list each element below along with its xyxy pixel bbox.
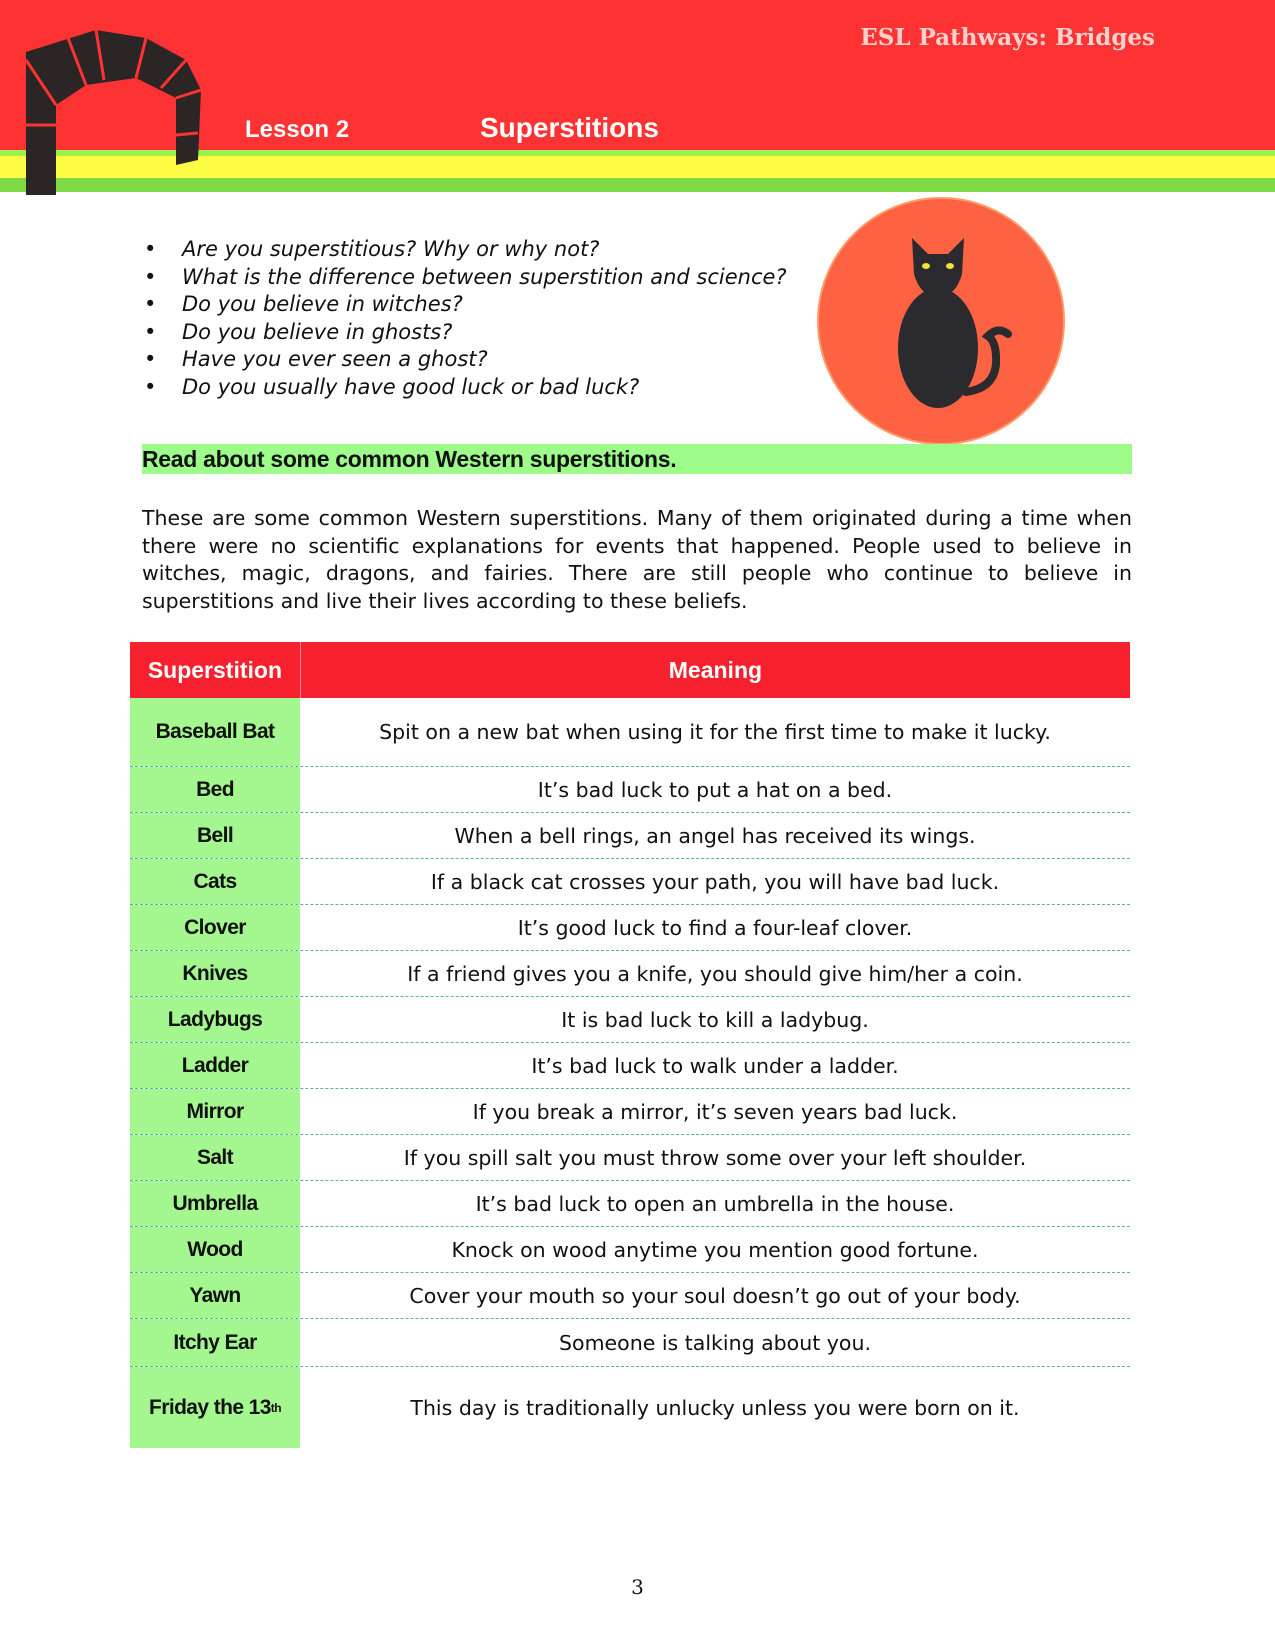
superstition-cell: Clover xyxy=(130,905,300,950)
meaning-cell: It’s good luck to find a four-leaf clover. xyxy=(517,915,913,940)
question-item xyxy=(142,346,787,374)
meaning-cell: It’s bad luck to open an umbrella in the house. xyxy=(475,1191,955,1216)
superstition-cell: Itchy Ear xyxy=(130,1319,300,1366)
question-item xyxy=(142,374,787,402)
question-text: Have you ever seen a ghost? xyxy=(182,347,488,372)
table-row xyxy=(130,1319,1130,1367)
bullet-icon: • xyxy=(144,292,157,317)
table-row xyxy=(130,1367,1130,1448)
bullet-icon: • xyxy=(144,347,157,372)
discussion-questions xyxy=(142,236,787,402)
meaning-cell: It’s bad luck to put a hat on a bed. xyxy=(537,777,893,802)
meaning-cell: It’s bad luck to walk under a ladder. xyxy=(531,1053,899,1078)
bullet-icon: • xyxy=(144,264,157,289)
superstition-cell xyxy=(130,1367,300,1448)
question-text: What is the difference between superstition and science? xyxy=(182,264,787,289)
bullet-icon: • xyxy=(144,374,157,399)
superstition-cell: Cats xyxy=(130,859,300,904)
table-row xyxy=(130,859,1130,905)
table-header xyxy=(130,642,1130,698)
table-row xyxy=(130,698,1130,767)
superstition-cell: Bed xyxy=(130,767,300,812)
superstition-cell: Umbrella xyxy=(130,1181,300,1226)
lesson-label: Lesson 2 xyxy=(245,116,350,143)
column-header-meaning: Meaning xyxy=(668,656,763,683)
bridge-arch-logo xyxy=(26,30,211,195)
table-row xyxy=(130,813,1130,859)
superstition-cell: Ladybugs xyxy=(130,997,300,1042)
question-item xyxy=(142,264,787,292)
question-text: Are you superstitious? Why or why not? xyxy=(182,237,600,261)
table-row xyxy=(130,1135,1130,1181)
superstition-cell: Bell xyxy=(130,813,300,858)
superstition-cell: Ladder xyxy=(130,1043,300,1088)
question-item xyxy=(142,236,787,264)
superstition-cell: Yawn xyxy=(130,1273,300,1318)
question-item xyxy=(142,291,787,319)
table-row xyxy=(130,997,1130,1043)
meaning-cell: It is bad luck to kill a ladybug. xyxy=(561,1007,869,1032)
series-title: ESL Pathways: Bridges xyxy=(860,24,1155,51)
meaning-cell: If a friend gives you a knife, you should give him/her a coin. xyxy=(407,961,1023,986)
meaning-cell: Cover your mouth so your soul doesn’t go out of your body. xyxy=(409,1283,1021,1308)
superstition-cell: Wood xyxy=(130,1227,300,1272)
meaning-cell: If a black cat crosses your path, you will have bad luck. xyxy=(430,869,1000,894)
intro-paragraph: These are some common Western superstitions. Many of them originated during a time when there were no scientific explanations for events that happened. People used to believe in witches, magic, dragons, and fairies. There are still people who continue to believe in superstitions and live their lives according to these beliefs. xyxy=(142,506,1132,613)
meaning-cell: If you break a mirror, it’s seven years bad luck. xyxy=(472,1099,958,1124)
table-row xyxy=(130,1089,1130,1135)
meaning-cell: When a bell rings, an angel has received its wings. xyxy=(454,823,976,848)
table-row xyxy=(130,1043,1130,1089)
meaning-cell: Someone is talking about you. xyxy=(559,1330,871,1355)
table-body xyxy=(130,698,1130,1448)
meaning-cell: This day is traditionally unlucky unless you were born on it. xyxy=(410,1395,1020,1420)
table-row xyxy=(130,1181,1130,1227)
superstition-cell: Knives xyxy=(130,951,300,996)
black-cat-icon xyxy=(816,196,1066,446)
question-text: Do you believe in ghosts? xyxy=(182,319,453,344)
superstition-cell: Mirror xyxy=(130,1089,300,1134)
question-item xyxy=(142,319,787,347)
meaning-cell: If you spill salt you must throw some over your left shoulder. xyxy=(403,1145,1027,1170)
lesson-title: Superstitions xyxy=(480,112,659,143)
meaning-cell: Spit on a new bat when using it for the first time to make it lucky. xyxy=(379,720,1051,744)
meaning-cell: Knock on wood anytime you mention good fortune. xyxy=(451,1237,979,1262)
table-row xyxy=(130,767,1130,813)
bullet-icon: • xyxy=(144,237,157,261)
table-row xyxy=(130,1227,1130,1273)
section-heading: Read about some common Western superstitions. xyxy=(142,444,1132,474)
superstition-text: Friday the 13 xyxy=(149,1395,271,1419)
table-row xyxy=(130,905,1130,951)
bullet-icon: • xyxy=(144,319,157,344)
ordinal-suffix: th xyxy=(270,1400,281,1415)
superstition-cell: Salt xyxy=(130,1135,300,1180)
table-row xyxy=(130,1273,1130,1319)
superstition-cell: Baseball Bat xyxy=(130,698,300,766)
table-row xyxy=(130,951,1130,997)
column-header-superstition: Superstition xyxy=(130,642,301,698)
superstitions-table xyxy=(130,642,1130,1448)
question-text: Do you usually have good luck or bad luck? xyxy=(182,374,640,399)
question-text: Do you believe in witches? xyxy=(182,292,463,317)
page-number: 3 xyxy=(631,1575,644,1599)
